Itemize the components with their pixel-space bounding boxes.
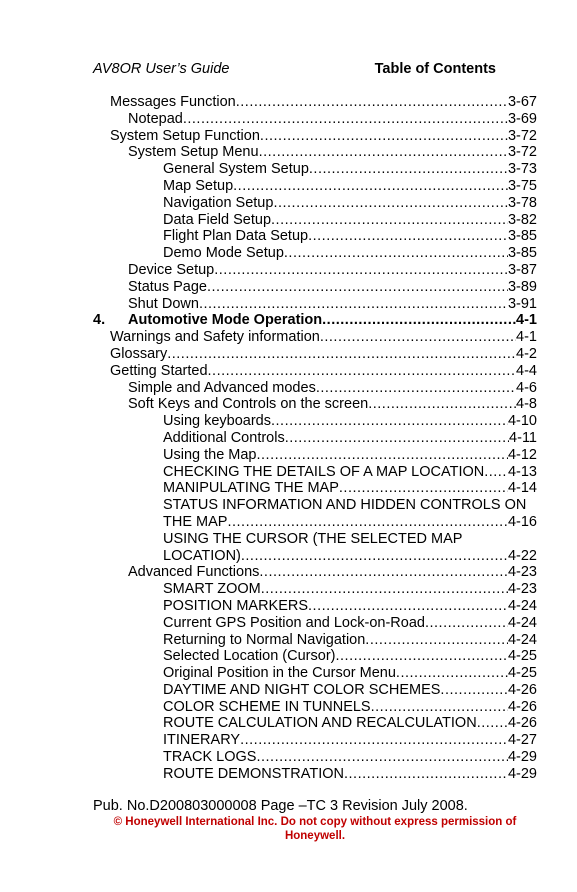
toc-entry-title: Map Setup	[163, 177, 234, 194]
toc-page-number: 4-12	[507, 446, 537, 463]
toc-entry-title: THE MAP	[163, 513, 228, 530]
toc-entry-title: Data Field Setup	[163, 211, 272, 228]
toc-leader-dots	[199, 296, 508, 313]
toc-leader-dots	[335, 648, 507, 665]
toc-page-number: 3-87	[507, 261, 537, 278]
toc-leader-dots	[344, 766, 508, 783]
toc-entry[interactable]	[0, 581, 537, 598]
toc-leader-dots	[227, 514, 508, 531]
toc-entry-title: COLOR SCHEME IN TUNNELS	[163, 698, 371, 715]
toc-entry-title-line: STATUS INFORMATION AND HIDDEN CONTROLS ON	[163, 497, 527, 514]
toc-leader-dots	[285, 430, 509, 447]
toc-leader-dots	[261, 581, 508, 598]
toc-entry-title: Notepad	[128, 110, 183, 127]
toc-entry-title: Getting Started	[110, 362, 208, 379]
toc-entry[interactable]	[0, 346, 537, 363]
toc-page-number: 4-16	[507, 513, 537, 530]
toc-entry[interactable]	[0, 178, 537, 195]
toc-entry-title: DAYTIME AND NIGHT COLOR SCHEMES	[163, 681, 441, 698]
toc-leader-dots	[371, 699, 508, 716]
toc-entry-title: Using the Map	[163, 446, 257, 463]
toc-entry[interactable]	[0, 564, 537, 581]
toc-leader-dots	[260, 128, 508, 145]
toc-entry[interactable]	[0, 447, 537, 464]
toc-page-number: 3-75	[507, 177, 537, 194]
toc-entry[interactable]	[0, 732, 537, 749]
toc-entry-title: Automotive Mode Operation	[128, 312, 323, 329]
toc-page-number: 3-78	[507, 194, 537, 211]
toc-leader-dots	[214, 262, 508, 279]
toc-entry-title-line: USING THE CURSOR (THE SELECTED MAP	[163, 530, 463, 547]
toc-entry-number: 4.	[93, 312, 106, 329]
toc-page-number: 3-91	[507, 295, 537, 312]
toc-entry[interactable]	[0, 766, 537, 783]
toc-entry[interactable]	[0, 279, 537, 296]
toc-page-number: 4-6	[516, 379, 537, 396]
toc-entry-title: Glossary	[110, 345, 168, 362]
toc-page-number: 4-26	[507, 681, 537, 698]
toc-entry[interactable]	[0, 665, 537, 682]
toc-entry[interactable]	[0, 464, 537, 481]
toc-entry[interactable]	[0, 514, 537, 531]
toc-leader-dots	[167, 346, 516, 363]
toc-entry[interactable]	[0, 329, 537, 346]
toc-entry[interactable]	[0, 749, 537, 766]
toc-entry[interactable]	[0, 413, 537, 430]
toc-entry[interactable]	[0, 632, 537, 649]
toc-leader-dots	[183, 111, 508, 128]
toc-entry-title: Shut Down	[128, 295, 199, 312]
toc-entry-title: Returning to Normal Navigation	[163, 631, 366, 648]
toc-leader-dots	[320, 329, 516, 346]
toc-page-number: 4-25	[507, 665, 537, 682]
toc-leader-dots	[207, 279, 508, 296]
toc-leader-dots	[233, 178, 508, 195]
toc-leader-dots	[339, 480, 508, 497]
toc-entry-title: General System Setup	[163, 161, 309, 178]
toc-page-number: 3-67	[507, 94, 537, 110]
toc-entry[interactable]	[0, 94, 537, 111]
toc-entry-title: Device Setup	[128, 261, 215, 278]
toc-page-number: 3-73	[507, 161, 537, 178]
toc-page-number: 4-24	[507, 597, 537, 614]
toc-entry-title: ROUTE DEMONSTRATION	[163, 765, 344, 782]
toc-leader-dots	[256, 749, 508, 766]
toc-leader-dots	[284, 245, 508, 262]
toc-entry-title: System Setup Menu	[128, 144, 259, 161]
toc-page-number: 4-26	[507, 715, 537, 732]
toc-entry[interactable]	[0, 111, 537, 128]
toc-leader-dots	[425, 615, 508, 632]
toc-entry-title: Soft Keys and Controls on the screen	[128, 396, 369, 413]
toc-entry-title: Original Position in the Cursor Menu	[163, 665, 396, 682]
toc-entry[interactable]	[0, 228, 537, 245]
toc-entry-title: Messages Function	[110, 94, 236, 110]
toc-leader-dots	[365, 632, 508, 649]
toc-page-number: 4-29	[507, 749, 537, 766]
toc-page-number: 4-13	[507, 463, 537, 480]
toc-page-number: 3-69	[507, 110, 537, 127]
toc-page-number: 3-85	[507, 228, 537, 245]
guide-title: AV8OR User’s Guide	[93, 61, 230, 77]
toc-leader-dots	[273, 195, 508, 212]
toc-entry[interactable]	[0, 161, 537, 178]
toc-entry[interactable]	[0, 262, 537, 279]
toc-entry[interactable]	[0, 312, 537, 329]
toc-leader-dots	[240, 732, 508, 749]
toc-leader-dots	[477, 715, 508, 732]
toc-entry[interactable]	[0, 598, 537, 615]
toc-entry-title: Flight Plan Data Setup	[163, 228, 309, 245]
toc-page-number: 4-14	[507, 480, 537, 497]
toc-leader-dots	[440, 682, 508, 699]
toc-entry-title: ITINERARY	[163, 732, 241, 749]
toc-page-number: 4-24	[507, 631, 537, 648]
toc-page-number: 3-72	[507, 144, 537, 161]
toc-entry[interactable]	[0, 380, 537, 397]
toc-leader-dots	[259, 144, 508, 161]
toc-page-number: 3-82	[507, 211, 537, 228]
toc-leader-dots	[368, 396, 516, 413]
toc-entry-title: ROUTE CALCULATION AND RECALCULATION	[163, 715, 477, 732]
toc-entry[interactable]	[0, 296, 537, 313]
toc-page-number: 4-1	[516, 312, 537, 329]
toc-entry[interactable]	[0, 245, 537, 262]
page-header	[93, 61, 496, 79]
toc-entry-title: POSITION MARKERS	[163, 597, 309, 614]
toc-entry[interactable]	[0, 128, 537, 145]
toc-page-number: 4-26	[507, 698, 537, 715]
toc-entry-title: Demo Mode Setup	[163, 245, 284, 262]
toc-entry[interactable]	[0, 648, 537, 665]
toc-page-number: 4-27	[507, 732, 537, 749]
toc-entry-title: System Setup Function	[110, 127, 260, 144]
toc-entry-title: Navigation Setup	[163, 194, 274, 211]
toc-leader-dots	[271, 413, 508, 430]
toc-page-number: 3-89	[507, 278, 537, 295]
toc-entry-title: CHECKING THE DETAILS OF A MAP LOCATION	[163, 463, 485, 480]
toc-entry[interactable]	[0, 682, 537, 699]
toc-entry[interactable]	[0, 396, 537, 413]
toc-entry[interactable]	[0, 363, 537, 380]
toc-entry[interactable]	[0, 430, 537, 447]
copyright-notice: © Honeywell International Inc. Do not copy without express permission of Honeywell.	[113, 816, 517, 842]
toc-entry[interactable]	[0, 195, 537, 212]
toc-entry[interactable]	[0, 144, 537, 161]
toc-entry-title: LOCATION)	[163, 547, 241, 564]
toc-page-number: 4-23	[507, 581, 537, 598]
toc-leader-dots	[308, 598, 508, 615]
toc-page-number: 4-4	[516, 362, 537, 379]
toc-leader-dots	[308, 228, 508, 245]
toc-page-number: 3-72	[507, 127, 537, 144]
toc-leader-dots	[241, 548, 508, 565]
toc-leader-dots	[271, 212, 508, 229]
toc-page-number: 4-25	[507, 648, 537, 665]
toc-page-number: 4-10	[507, 413, 537, 430]
toc-leader-dots	[484, 464, 508, 481]
toc-leader-dots	[322, 312, 516, 329]
toc-page-number: 3-85	[507, 245, 537, 262]
toc-entry-title: SMART ZOOM	[163, 581, 261, 598]
toc-leader-dots	[309, 161, 508, 178]
toc-entry-title: Current GPS Position and Lock-on-Road	[163, 614, 425, 631]
toc-entry-title: Simple and Advanced modes	[128, 379, 316, 396]
toc-page-number: 4-1	[516, 329, 537, 346]
toc-page-number: 4-23	[507, 564, 537, 581]
toc-entry[interactable]	[0, 699, 537, 716]
table-of-contents	[0, 94, 577, 783]
toc-page-number: 4-22	[507, 547, 537, 564]
toc-entry-title: Additional Controls	[163, 429, 285, 446]
toc-entry[interactable]	[0, 480, 537, 497]
toc-entry-title: MANIPULATING THE MAP	[163, 480, 339, 497]
toc-leader-dots	[316, 380, 516, 397]
toc-entry-title: TRACK LOGS	[163, 749, 257, 766]
toc-entry[interactable]	[0, 615, 537, 632]
toc-entry-title: Status Page	[128, 278, 207, 295]
toc-leader-dots	[259, 564, 508, 581]
toc-leader-dots	[236, 94, 508, 111]
toc-leader-dots	[257, 447, 508, 464]
toc-page-number: 4-8	[516, 396, 537, 413]
toc-leader-dots	[208, 363, 517, 380]
toc-page-number: 4-29	[507, 765, 537, 782]
toc-entry-title: Using keyboards	[163, 413, 271, 430]
toc-entry[interactable]	[0, 548, 537, 565]
toc-entry-title: Selected Location (Cursor)	[163, 648, 336, 665]
toc-page-number: 4-2	[516, 345, 537, 362]
publication-info: Pub. No.D200803000008 Page –TC 3 Revision July 2008.	[93, 798, 468, 814]
toc-entry-title: Warnings and Safety information	[110, 329, 320, 346]
toc-page-number: 4-24	[507, 614, 537, 631]
toc-page-number: 4-11	[509, 429, 537, 446]
toc-entry[interactable]	[0, 212, 537, 229]
toc-entry[interactable]	[0, 715, 537, 732]
toc-entry-title: Advanced Functions	[128, 564, 260, 581]
toc-leader-dots	[396, 665, 508, 682]
section-title: Table of Contents	[374, 61, 496, 77]
